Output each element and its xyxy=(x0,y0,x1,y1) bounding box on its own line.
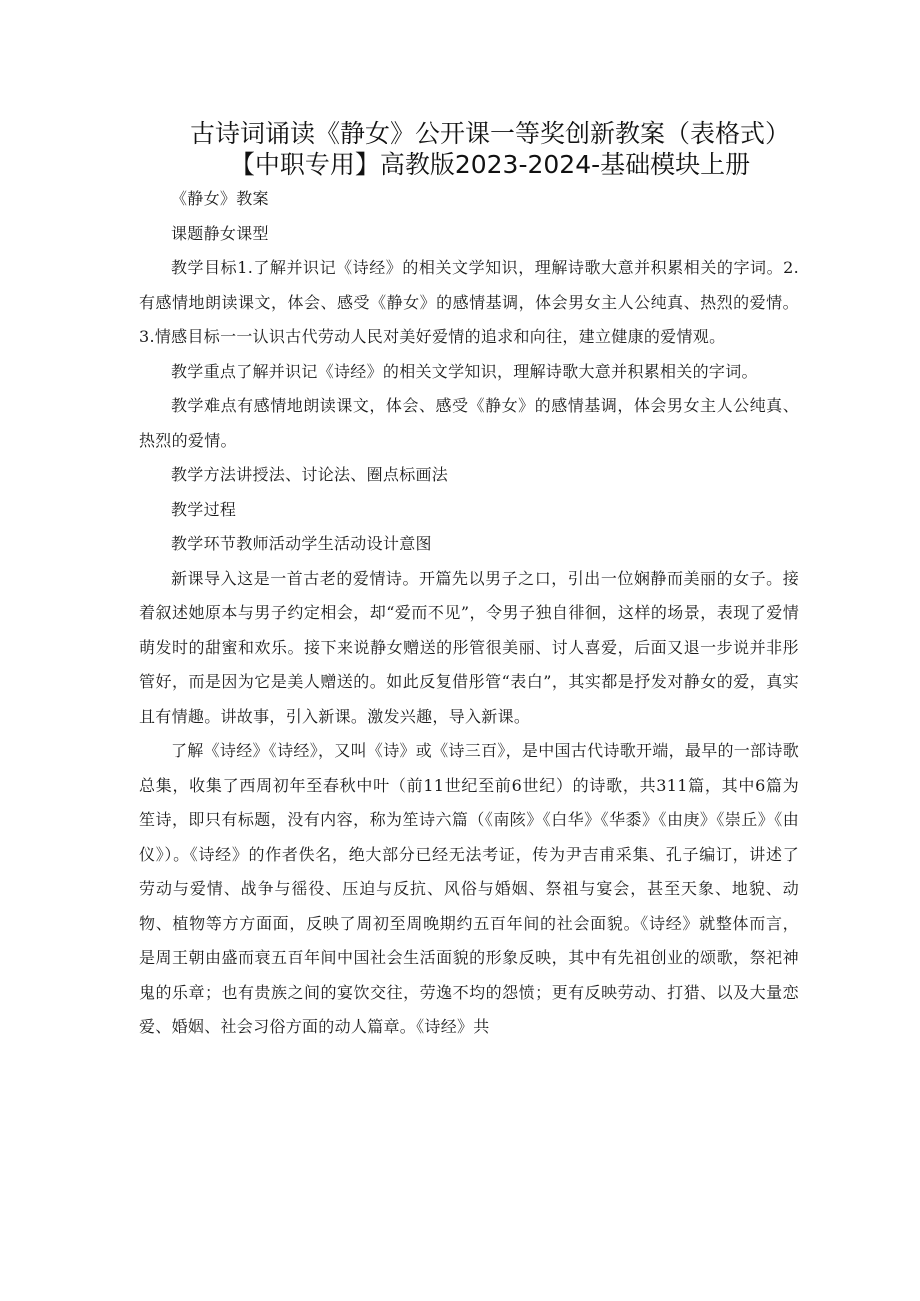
paragraph-teaching-difficulty: 教学难点有感情地朗读课文，体会、感受《静女》的感情基调，体会男女主人公纯真、热烈的爱情。 xyxy=(139,396,799,450)
paragraph-teaching-focus: 教学重点了解并识记《诗经》的相关文学知识，理解诗歌大意并积累相关的字词。 xyxy=(171,361,758,381)
paragraph-teaching-process: 教学过程 xyxy=(171,499,237,519)
paragraph-lesson-introduction: 新课导入这是一首古老的爱情诗。开篇先以男子之口，引出一位娴静而美丽的女子。接着叙述她原本与男子约定相会，却“爱而不见”，令男子独自徘徊，这样的场景，表现了爱情萌发时的甜蜜和欢乐。接下来说静女赠送的彤管很美丽、讨人喜爱，后面又退一步说并非彤管好，而是因为它是美人赠送的。如此反复借彤管“表白”，其实都是抒发对静女的爱，真实且有情趣。讲故事，引入新课。激发兴趣，导入新课。 xyxy=(139,568,799,726)
document-body xyxy=(139,182,799,1045)
document-title-line-1: 古诗词诵读《静女》公开课一等奖创新教案（表格式） xyxy=(189,119,790,148)
paragraph-about-shijing: 了解《诗经》《诗经》，又叫《诗》或《诗三百》，是中国古代诗歌开端，最早的一部诗歌总集，收集了西周初年至春秋中叶（前11世纪至前6世纪）的诗歌，共311篇，其中6篇为笙诗，即只有标题，没有内容，称为笙诗六篇（《南陔》《白华》《华黍》《由庚》《崇丘》《由仪》）。《诗经》的作者佚名，绝大部分已经无法考证，传为尹吉甫采集、孔子编订，讲述了劳动与爱情、战争与徭役、压迫与反抗、风俗与婚姻、祭祖与宴会，甚至天象、地貌、动物、植物等方方面面，反映了周初至周晚期约五百年间的社会面貌。《诗经》就整体而言，是周王朝由盛而衰五百年间中国社会生活面貌的形象反映，其中有先祖创业的颂歌，祭祀神鬼的乐章；也有贵族之间的宴饮交往，劳逸不均的怨愤；更有反映劳动、打猎、以及大量恋爱、婚姻、社会习俗方面的动人篇章。《诗经》共 xyxy=(139,741,800,1036)
paragraph-lesson-topic: 课题静女课型 xyxy=(171,223,269,243)
paragraph-lesson-heading: 《静女》教案 xyxy=(171,189,269,208)
document-title-line-2: 【中职专用】高教版2023-2024-基础模块上册 xyxy=(229,150,751,179)
paragraph-teaching-objectives: 教学目标1.了解并识记《诗经》的相关文学知识，理解诗歌大意并积累相关的字词。2.有感情地朗读课文，体会、感受《静女》的感情基调，体会男女主人公纯真、热烈的爱情。3.情感目标一一认识古代劳动人民对美好爱情的追求和向往，建立健康的爱情观。 xyxy=(139,258,799,346)
paragraph-teaching-methods: 教学方法讲授法、讨论法、圈点标画法 xyxy=(171,465,449,484)
paragraph-process-columns: 教学环节教师活动学生活动设计意图 xyxy=(171,534,432,553)
